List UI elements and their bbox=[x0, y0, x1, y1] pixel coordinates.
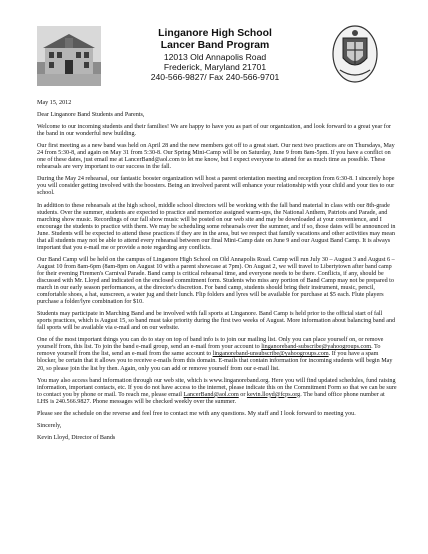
paragraph-summer-rehearsals: In addition to these rehearsals at the high school, middle school directors will be working with the fall band material in class with our 8th-grade students. Over the summer, students are expected to practice and memorize assigned warm-ups, the National Anthem, Patriots and Parade, and marching show music. Recordings of our fall show music will be posted on our web site and may be downloaded at your convenience, and I encourage the students to practice with them. We may be scheduling some rehearsals over the summer, and if so, those dates will be announced in June. Students will be expected to attend these practices if they are in the area, but we respect that family vacations and other activities may mean that all students may not be able to attend every rehearsal between our final Mini-Camp date on June 9 and our August Band Camp. It is always important that you e-mail me or provide a note regarding any conflicts. bbox=[37, 202, 396, 251]
program-name: Lancer Band Program bbox=[160, 40, 270, 51]
unsubscribe-email-link[interactable]: linganoreband-unsubscribe@yahoogroups.com bbox=[212, 351, 329, 358]
phone-fax: 240-566-9827/ Fax 240-566-9701 bbox=[150, 72, 280, 82]
director-email-link[interactable]: kevin.lloyd@fcps.org bbox=[246, 391, 301, 398]
paragraph-closing-note: Please see the schedule on the reverse and feel free to contact me with any questions. My staff and I look forward to meeting you. bbox=[37, 410, 356, 417]
paragraph-welcome: Welcome to our incoming students and their families! We are happy to have you as part of our organization, and look forward to a great year for the band in our wonderful new building. bbox=[37, 124, 391, 138]
signature-name: Kevin Lloyd, Director of Bands bbox=[37, 434, 116, 441]
school-building-logo bbox=[37, 26, 101, 86]
mailing-list-text-c: . If you have a spam blocker, be certain that it allows you to receive e-mails from this domain. E-mails that contain information for incoming students will begin May 20, so please join the list by then. Again, only you can add or remove yourself from our e-mail list. bbox=[37, 351, 393, 372]
city-state-zip: Frederick, Maryland 21701 bbox=[163, 62, 267, 72]
lancerband-email-link[interactable]: LancerBand@aol.com bbox=[183, 391, 239, 398]
letter-body bbox=[37, 100, 397, 447]
street-address: 12013 Old Annapolis Road bbox=[163, 52, 267, 62]
paragraph-practices: Our first meeting as a new band was held on April 28 and the new members got off to a great start. Our next two practices are on Thursdays, May 24 from 5:30-8, and again on May 31 from 5:30-8. Our Spring Mini-Camp will be on Saturday, June 9 from 8am-5pm. If you have a conflict on one of these dates, just email me at LancerBand@aol.com to let me know, but I expect everyone to attend for as much time as possible. These rehearsals are very important to our success in the fall. bbox=[37, 143, 395, 171]
school-name: Linganore High School bbox=[158, 28, 272, 39]
website-text-c: . The band office phone number at LHS is 240.566.9827. Phone messages will be checked weekly over the summer. bbox=[37, 391, 385, 405]
letter-date: May 15, 2012 bbox=[37, 100, 72, 106]
closing: Sincerely, bbox=[37, 422, 62, 429]
paragraph-band-camp: Our Band Camp will be held on the campus of Linganore High School on Old Annapolis Road. Camp will run July 30 – August 3 and August 6 – August 10 from 8am-6pm (8am-8pm on August 10 with a parent showcase at 7pm). On August 2, we will travel to Libertytown after band camp for their evening Firemen's Carnival Parade. Band camp is critical rehearsal time, and everyone needs to be there. Conflicts, if any, should be discussed with Mr. Lloyd and indicated on the enclosed commitment form. Students who miss any portion of Band Camp may not be prepared to march in our early season performances, at the director's discretion. For band camp, students should bring their instrument, music, pencil, comfortable shoes, a hat, sunscreen, a water jug and their lunch. Flip folders and lyres will be available for purchase at $5 each. Flute players purchase a folder/lyre combination for $10. bbox=[37, 256, 395, 306]
paragraph-fall-sports: Students may participate in Marching Band and be involved with fall sports at Linganore. Band Camp is held prior to the official start of fall sports practices, which is August 15, so band must take priority during the first two weeks of August. More information about balancing band and fall sports will be available via e-mail and on our website. bbox=[37, 311, 396, 332]
mailing-list-text-a: One of the most important things you can do to stay on top of band info is to join our mailing list. Only you can place yourself on, or remove yourself from, this list. To join the band e-mail group, send an e-mail from your account to bbox=[37, 337, 384, 351]
letterhead bbox=[110, 28, 320, 82]
band-crest-logo bbox=[330, 24, 380, 84]
website-text-b: or bbox=[238, 391, 247, 398]
salutation: Dear Linganore Band Students and Parents, bbox=[37, 112, 145, 119]
subscribe-email-link[interactable]: linganoreband-subscribe@yahoogroups.com bbox=[261, 344, 372, 351]
signature-block bbox=[37, 423, 397, 442]
paragraph-orientation: During the May 24 rehearsal, our fantastic booster organization will host a parent orientation meeting and reception from 6:30-8. I sincerely hope you will consider getting involved with the boosters. Being an involved parent will enhance your relationship with your child and your ties to our school. bbox=[37, 176, 395, 197]
mailing-list-text-b: . To remove yourself from the list, send an e-mail from the same account to bbox=[37, 344, 381, 358]
website-text-a: You may also access band information through our web site, which is www.linganoreband.org. Here you will find updated schedules, fund raising information, important contacts, etc. If you do not have access to the internet, please indicate this on the Commitment Form so that we can be sure to contact you by phone or mail. To reach me, please email bbox=[37, 377, 397, 398]
paragraph-mailing-list bbox=[37, 337, 397, 372]
paragraph-website bbox=[37, 378, 397, 406]
